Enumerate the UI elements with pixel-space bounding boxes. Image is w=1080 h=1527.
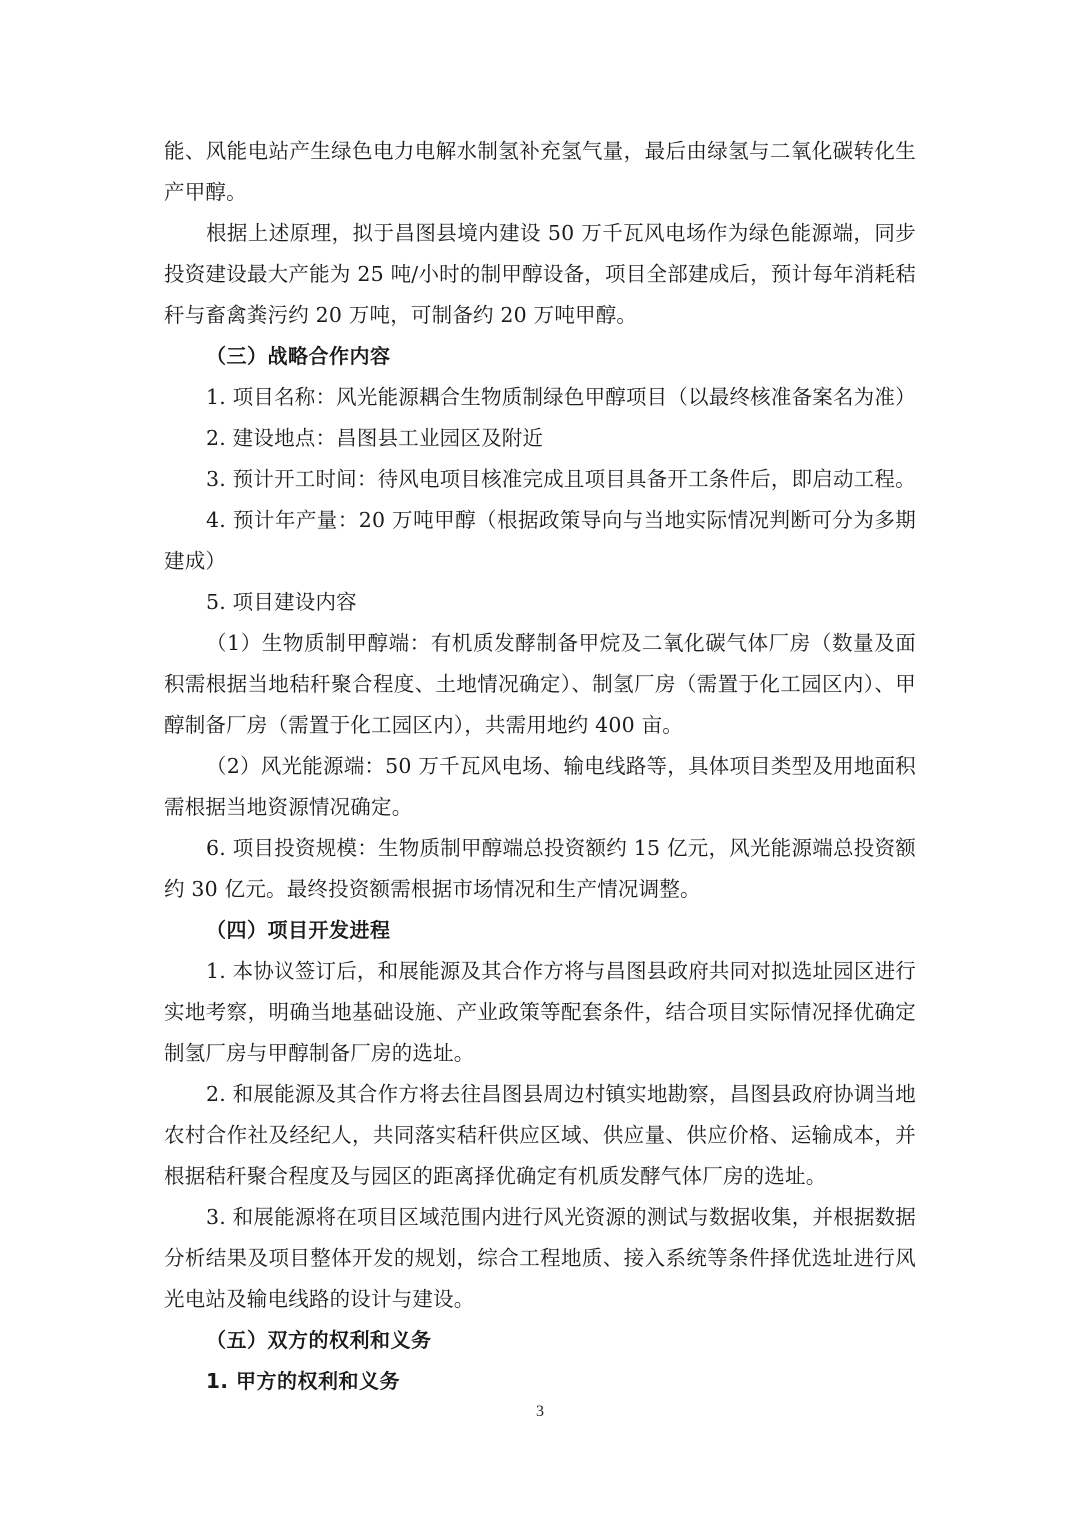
item-start-time: 3. 预计开工时间：待风电项目核准完成且项目具备开工条件后，即启动工程。 [206, 467, 916, 491]
subheading-party-a: 1. 甲方的权利和义务 [206, 1369, 400, 1393]
item-construction-content: 5. 项目建设内容 [206, 590, 357, 614]
section-heading-development: （四）项目开发进程 [206, 918, 391, 942]
dev-step-2: 2. 和展能源及其合作方将去往昌图县周边村镇实地勘察，昌图县政府协调当地农村合作社及经纪人，共同落实秸秆供应区域、供应量、供应价格、运输成本，并根据秸秆聚合程度及与园区的距离择优确定有机质发酵气体厂房的选址。 [164, 1082, 916, 1188]
item-project-name: 1. 项目名称：风光能源耦合生物质制绿色甲醇项目（以最终核准备案名为准） [206, 385, 916, 409]
section-heading-cooperation: （三）战略合作内容 [206, 344, 391, 368]
dev-step-3: 3. 和展能源将在项目区域范围内进行风光资源的测试与数据收集，并根据数据分析结果及项目整体开发的规划，综合工程地质、接入系统等条件择优选址进行风光电站及输电线路的设计与建设。 [164, 1205, 916, 1311]
item-location: 2. 建设地点：昌图县工业园区及附近 [206, 426, 544, 450]
item-investment-scale: 6. 项目投资规模：生物质制甲醇端总投资额约 15 亿元，风光能源端总投资额约 30 亿元。最终投资额需根据市场情况和生产情况调整。 [164, 836, 916, 901]
paragraph-continuation: 能、风能电站产生绿色电力电解水制氢补充氢气量，最后由绿氢与二氧化碳转化生产甲醇。 [164, 139, 916, 204]
page-number: 3 [536, 1403, 544, 1420]
section-heading-rights: （五）双方的权利和义务 [206, 1328, 432, 1352]
item-wind-solar: （2）风光能源端：50 万千瓦风电场、输电线路等，具体项目类型及用地面积需根据当地资源情况确定。 [164, 754, 916, 819]
dev-step-1: 1. 本协议签订后，和展能源及其合作方将与昌图县政府共同对拟选址园区进行实地考察，明确当地基础设施、产业政策等配套条件，结合项目实际情况择优确定制氢厂房与甲醇制备厂房的选址。 [164, 959, 916, 1065]
paragraph-principle: 根据上述原理，拟于昌图县境内建设 50 万千瓦风电场作为绿色能源端，同步投资建设最大产能为 25 吨/小时的制甲醇设备，项目全部建成后，预计每年消耗秸秆与畜禽粪污约 20 万吨，可制备约 20 万吨甲醇。 [164, 221, 916, 327]
document-body [164, 131, 916, 1402]
item-annual-output: 4. 预计年产量：20 万吨甲醇（根据政策导向与当地实际情况判断可分为多期建成） [164, 508, 916, 573]
item-biomass-methanol: （1）生物质制甲醇端：有机质发酵制备甲烷及二氧化碳气体厂房（数量及面积需根据当地秸秆聚合程度、土地情况确定）、制氢厂房（需置于化工园区内）、甲醇制备厂房（需置于化工园区内），共需用地约 400 亩。 [164, 631, 916, 737]
